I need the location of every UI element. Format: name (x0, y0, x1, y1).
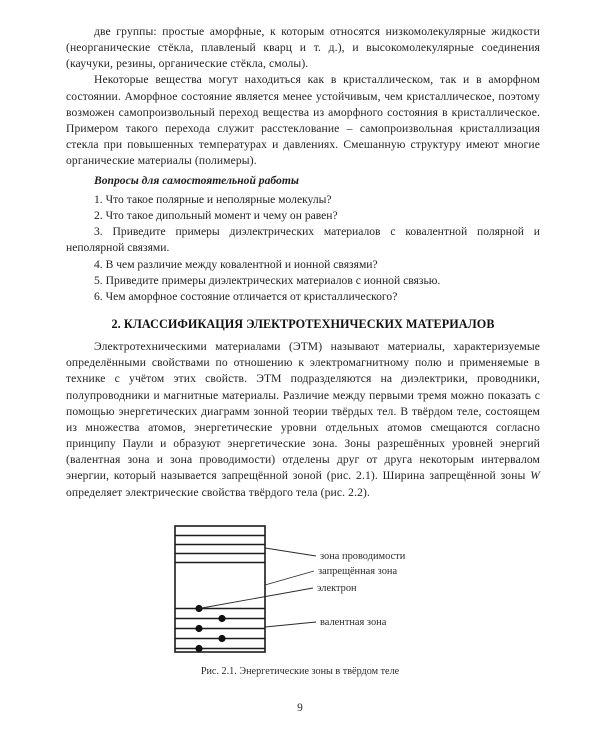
body-paragraph-2: Некоторые вещества могут находиться как в кристаллическом, так и в аморфном состоянии. Аморфное состояние является менее устойчивым, чем кристаллическое, поэтому возможен самопроизвольный переход вещества из аморфного состояния в кристаллическое. Примером такого перехода служит расстеклование – самопроизвольная кристаллизация стекла при повышенных температурах и давлениях. Смешанную структуру имеют многие органические материалы (полимеры). (66, 73, 540, 168)
body-paragraph-1: две группы: простые аморфные, к которым относятся низкомолекулярные жидкости (неорганические стёкла, плавленый кварц и т. д.), и высокомолекулярные соединения (каучуки, резины, органические стёкла, смолы). (66, 25, 540, 71)
electron-dot (195, 625, 202, 632)
energy-band-diagram (0, 515, 600, 685)
question-item: 5. Приведите примеры диэлектрических материалов с ионной связью. (94, 273, 441, 287)
section-heading: 2. КЛАССИФИКАЦИЯ ЭЛЕКТРОТЕХНИЧЕСКИХ МАТЕРИАЛОВ (111, 317, 495, 332)
questions-heading: Вопросы для самостоятельной работы (94, 174, 299, 188)
leader-forbidden (265, 571, 314, 585)
leader-conduction (265, 548, 316, 556)
label-forbidden-band: запрещённая зона (318, 565, 398, 577)
leader-lines (199, 548, 316, 627)
valence-band-levels (175, 608, 265, 648)
section-body-paragraph (66, 339, 540, 501)
question-item: 6. Чем аморфное состояние отличается от кристаллического? (94, 289, 398, 303)
question-item: 3. Приведите примеры диэлектрических материалов с ковалентной полярной и неполярной связями. (66, 225, 540, 255)
figure-labels (317, 551, 406, 628)
section-body-text-part1: Электротехническими материалами (ЭТМ) называют материалы, характеризуемые определёнными свойствами по отношению к электромагнитному полю и применяемые в технике с учётом этих свойств. ЭТМ подразделяются на диэлектрики, проводники, полупроводники и магнитные материалы. Различие между первыми тремя можно показать с помощью энергетических диаграмм зонной теории твёрдых тел. В твёрдом теле, состоящем из множества атомов, энергетические уровни отдельных атомов смещаются согласно принципу Паули и образуют энергетические зона. Зоны разрешённых уровней энергий (валентная зона и зона проводимости) отделены друг от друга некоторым интервалом энергии, который называется запрещённой зоной (рис. 2.1). Ширина запрещённой зоны (66, 340, 540, 483)
label-electron: электрон (317, 582, 357, 594)
conduction-band-levels (175, 535, 265, 562)
question-item: 4. В чем различие между ковалентной и ионной связями? (94, 257, 378, 271)
question-item: 2. Что такое дипольный момент и чему он равен? (94, 208, 338, 222)
label-valence-band: валентная зона (320, 616, 387, 628)
electron-dot (218, 615, 225, 622)
electron-dot (195, 645, 202, 652)
symbol-w: W (530, 469, 540, 483)
question-item: 1. Что такое полярные и неполярные молекулы? (94, 192, 332, 206)
figure-2-1 (66, 515, 540, 685)
leader-electron (199, 588, 313, 609)
section-body-text-part2: определяет электрические свойства твёрдого тела (рис. 2.2). (66, 485, 370, 499)
leader-valence (265, 622, 316, 627)
figure-caption: Рис. 2.1. Энергетические зоны в твёрдом теле (200, 665, 400, 677)
questions-list (66, 192, 540, 305)
page-number: 9 (297, 702, 303, 714)
label-conduction-band: зона проводимости (320, 550, 406, 562)
electron-dot (218, 635, 225, 642)
